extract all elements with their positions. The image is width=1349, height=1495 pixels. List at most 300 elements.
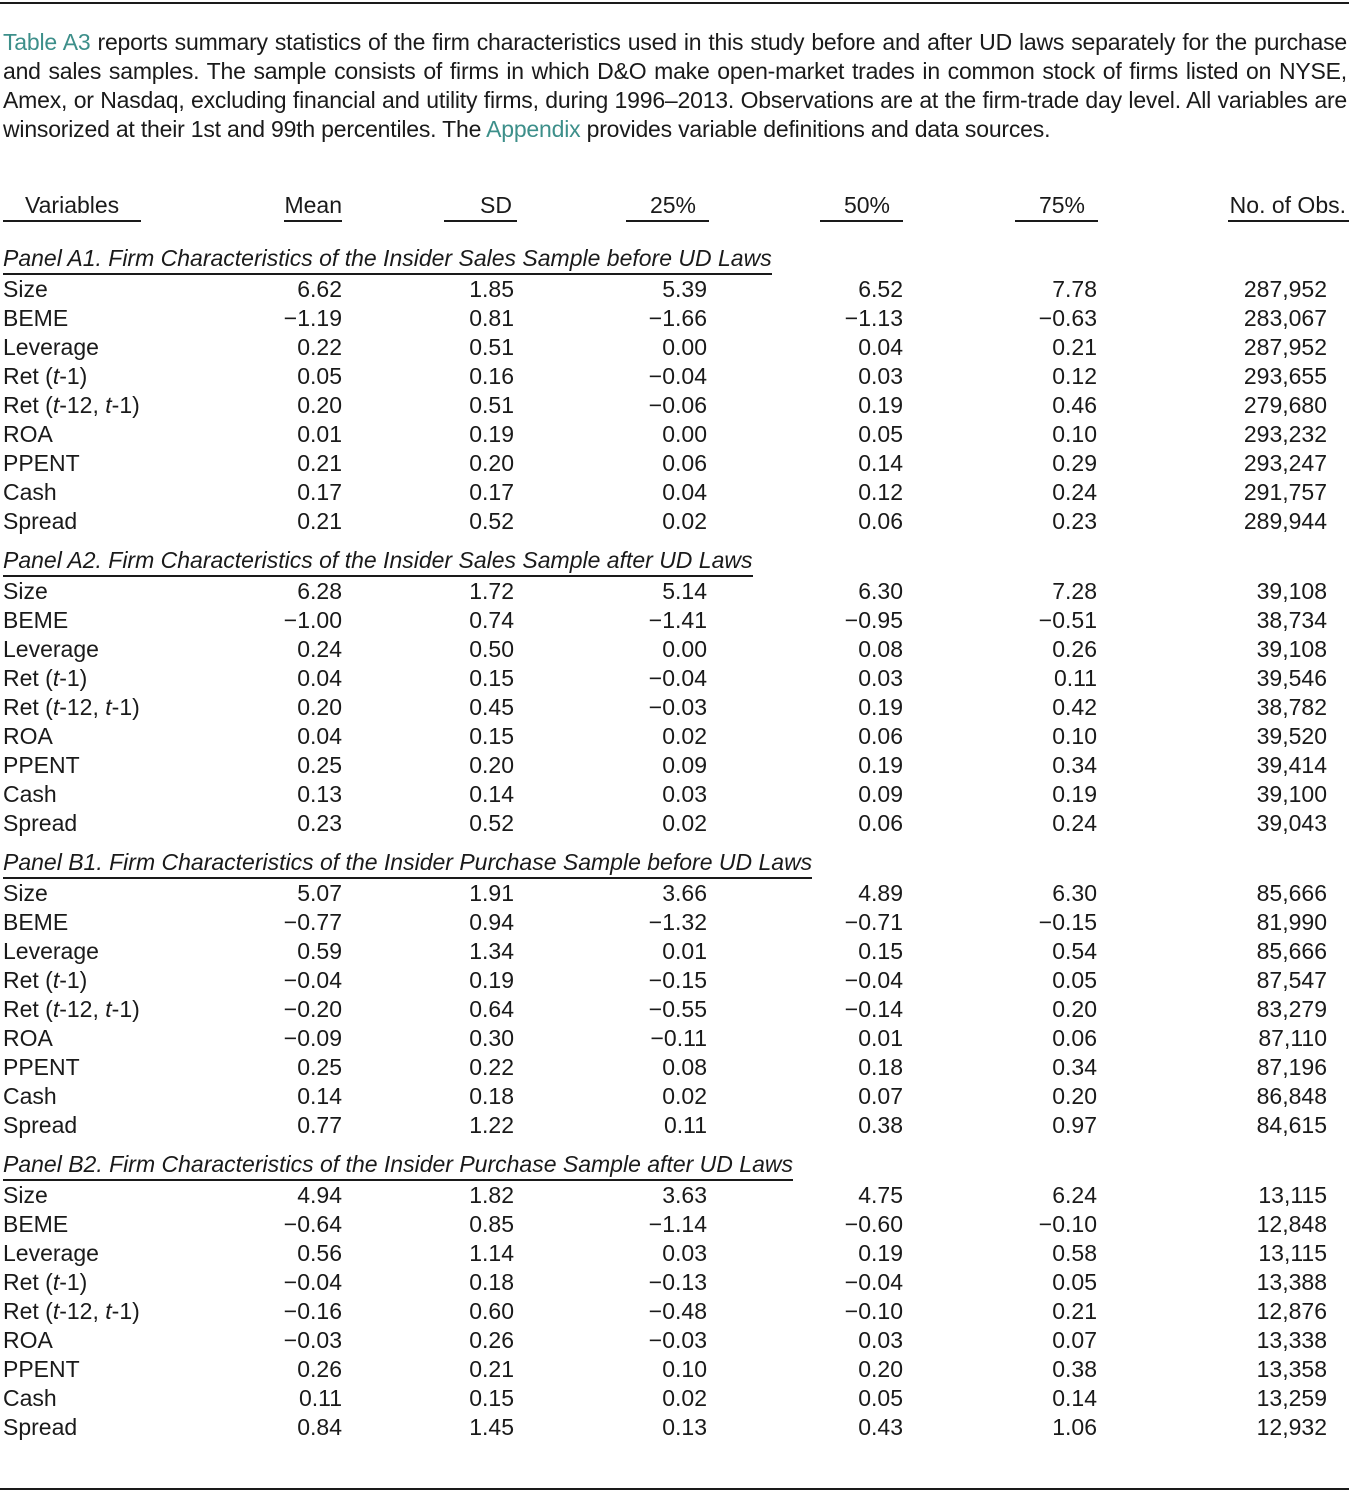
cell-mean: −0.04 [283, 967, 342, 993]
table-row [0, 507, 1349, 536]
cell-mean: 0.17 [297, 479, 342, 505]
cell-sd: 0.60 [469, 1298, 514, 1324]
cell-p50: 0.06 [858, 723, 903, 749]
variable-label: Cash [3, 781, 57, 807]
cell-mean: −0.64 [283, 1211, 342, 1237]
cell-p25: 0.02 [662, 810, 707, 836]
cell-p25: 0.09 [662, 752, 707, 778]
cell-sd: 0.30 [469, 1025, 514, 1051]
table-row [0, 478, 1349, 507]
table-row [0, 1355, 1349, 1384]
variable-label: Ret (t-1) [3, 363, 88, 389]
cell-p75: −0.15 [1038, 909, 1097, 935]
cell-obs: 39,108 [1256, 578, 1327, 604]
cell-p75: 0.20 [1052, 1083, 1097, 1109]
cell-mean: 0.21 [297, 450, 342, 476]
variable-label: PPENT [3, 1356, 80, 1382]
table-row [0, 751, 1349, 780]
table-row [0, 304, 1349, 333]
cell-p50: −0.14 [844, 996, 903, 1022]
caption-text-1: reports summary statistics of the firm characteristics used in this study before and after UD laws separately for the purchase and sales samples. The sample consists of firms in which D&O make open-market trades in common stock of firms listed on NYSE, Amex, or Nasdaq, excluding financial and utility firms, during 1996–2013. Observations are at the firm-trade day level. All variables are winsorized at their 1st and 99th percentiles. The [3, 29, 1347, 142]
cell-obs: 81,990 [1256, 909, 1327, 935]
variable-label: PPENT [3, 752, 80, 778]
cell-sd: 1.22 [469, 1112, 514, 1138]
cell-mean: 0.84 [297, 1414, 342, 1440]
panel-header-row [0, 1140, 1349, 1181]
cell-sd: 0.18 [469, 1269, 514, 1295]
panel-title: Panel A1. Firm Characteristics of the Insider Sales Sample before UD Laws [3, 244, 772, 275]
cell-p25: 0.10 [662, 1356, 707, 1382]
cell-obs: 38,782 [1256, 694, 1327, 720]
cell-mean: −0.03 [283, 1327, 342, 1353]
table-row [0, 420, 1349, 449]
cell-p50: 4.89 [858, 880, 903, 906]
cell-mean: 0.01 [297, 421, 342, 447]
top-rule [0, 2, 1349, 4]
cell-obs: 39,546 [1256, 665, 1327, 691]
cell-p50: 0.07 [858, 1083, 903, 1109]
cell-p50: −0.04 [844, 1269, 903, 1295]
cell-p50: 0.06 [858, 508, 903, 534]
cell-sd: 0.81 [469, 305, 514, 331]
variable-label: BEME [3, 1211, 69, 1237]
cell-p50: 6.30 [858, 578, 903, 604]
cell-obs: 39,108 [1256, 636, 1327, 662]
cell-mean: 0.05 [297, 363, 342, 389]
variable-label: Spread [3, 1112, 78, 1138]
cell-p75: 0.14 [1052, 1385, 1097, 1411]
cell-p25: 3.66 [662, 880, 707, 906]
cell-sd: 0.21 [469, 1356, 514, 1382]
cell-mean: 0.77 [297, 1112, 342, 1138]
cell-p50: 0.38 [858, 1112, 903, 1138]
variable-label: PPENT [3, 450, 80, 476]
cell-sd: 1.45 [469, 1414, 514, 1440]
table-body [0, 244, 1349, 1442]
cell-p50: 0.19 [858, 752, 903, 778]
cell-p25: −1.32 [648, 909, 707, 935]
cell-obs: 12,876 [1256, 1298, 1327, 1324]
cell-mean: −0.09 [283, 1025, 342, 1051]
cell-sd: 0.20 [469, 450, 514, 476]
variable-label: BEME [3, 305, 69, 331]
cell-obs: 38,734 [1256, 607, 1327, 633]
cell-p50: 0.03 [858, 1327, 903, 1353]
variable-label: Ret (t-12, t-1) [3, 392, 140, 418]
cell-p50: −0.71 [844, 909, 903, 935]
panel-title: Panel A2. Firm Characteristics of the Insider Sales Sample after UD Laws [3, 546, 753, 577]
variable-label: Ret (t-1) [3, 1269, 88, 1295]
cell-p50: 0.01 [858, 1025, 903, 1051]
cell-p25: 5.14 [662, 578, 707, 604]
cell-p25: −0.11 [650, 1025, 707, 1051]
caption-text-2: provides variable definitions and data sources. [580, 116, 1051, 142]
cell-p25: 0.00 [662, 334, 707, 360]
variable-label: BEME [3, 909, 69, 935]
cell-obs: 283,067 [1243, 305, 1327, 331]
table-row [0, 809, 1349, 838]
table-row [0, 606, 1349, 635]
cell-obs: 39,414 [1256, 752, 1327, 778]
cell-sd: 0.64 [469, 996, 514, 1022]
cell-p75: 0.11 [1053, 665, 1097, 691]
cell-mean: 0.04 [297, 723, 342, 749]
cell-obs: 13,115 [1258, 1182, 1327, 1208]
cell-obs: 291,757 [1243, 479, 1327, 505]
table-row [0, 1239, 1349, 1268]
panel-title: Panel B2. Firm Characteristics of the Insider Purchase Sample after UD Laws [3, 1150, 793, 1181]
variable-label: Spread [3, 810, 78, 836]
cell-sd: 0.51 [469, 392, 514, 418]
cell-p50: −1.13 [844, 305, 903, 331]
cell-sd: 0.15 [469, 665, 514, 691]
cell-sd: 1.85 [469, 276, 514, 302]
table-row [0, 577, 1349, 606]
cell-p75: 0.42 [1052, 694, 1097, 720]
cell-mean: −0.20 [283, 996, 342, 1022]
cell-p25: 3.63 [662, 1182, 707, 1208]
cell-p50: 0.19 [858, 392, 903, 418]
cell-p75: 0.29 [1052, 450, 1097, 476]
cell-p50: −0.95 [844, 607, 903, 633]
cell-obs: 87,196 [1256, 1054, 1327, 1080]
table-row [0, 966, 1349, 995]
cell-p50: 0.18 [858, 1054, 903, 1080]
cell-p25: 0.00 [662, 421, 707, 447]
table-row [0, 1053, 1349, 1082]
cell-p25: 0.03 [662, 1240, 707, 1266]
column-header-p50: 50% [709, 186, 903, 244]
cell-obs: 12,848 [1256, 1211, 1327, 1237]
cell-p75: 6.24 [1052, 1182, 1097, 1208]
variable-label: Size [3, 578, 48, 604]
variable-label: ROA [3, 1025, 53, 1051]
cell-mean: −1.19 [283, 305, 342, 331]
cell-obs: 12,932 [1256, 1414, 1327, 1440]
cell-p25: −0.13 [648, 1269, 707, 1295]
cell-p25: 0.02 [662, 1385, 707, 1411]
cell-sd: 0.85 [469, 1211, 514, 1237]
variable-label: Ret (t-12, t-1) [3, 694, 140, 720]
cell-mean: 6.62 [297, 276, 342, 302]
cell-p75: 0.24 [1052, 810, 1097, 836]
panel-header-row [0, 838, 1349, 879]
cell-mean: 4.94 [297, 1182, 342, 1208]
table-row [0, 1210, 1349, 1239]
cell-obs: 13,388 [1256, 1269, 1327, 1295]
table-row [0, 908, 1349, 937]
variable-label: Cash [3, 1083, 57, 1109]
cell-obs: 287,952 [1243, 276, 1327, 302]
cell-obs: 39,043 [1256, 810, 1327, 836]
cell-p50: 0.08 [858, 636, 903, 662]
cell-p50: 0.20 [858, 1356, 903, 1382]
variable-label: Leverage [3, 1240, 99, 1266]
table-row [0, 391, 1349, 420]
variable-label: Cash [3, 479, 57, 505]
variable-label: Leverage [3, 636, 99, 662]
cell-p75: 0.26 [1052, 636, 1097, 662]
table-row [0, 1082, 1349, 1111]
cell-p75: 0.10 [1052, 421, 1097, 447]
cell-mean: 5.07 [297, 880, 342, 906]
variable-label: Size [3, 276, 48, 302]
cell-mean: 0.20 [297, 392, 342, 418]
cell-p50: 0.19 [858, 694, 903, 720]
cell-mean: 0.59 [297, 938, 342, 964]
cell-sd: 0.50 [469, 636, 514, 662]
variable-label: Ret (t-12, t-1) [3, 1298, 140, 1324]
cell-p50: 0.05 [858, 1385, 903, 1411]
cell-mean: −0.16 [283, 1298, 342, 1324]
variable-label: Size [3, 880, 48, 906]
table-row [0, 1111, 1349, 1140]
cell-p50: 0.19 [858, 1240, 903, 1266]
column-header-p75: 75% [903, 186, 1098, 244]
cell-sd: 1.82 [469, 1182, 514, 1208]
cell-p75: 6.30 [1052, 880, 1097, 906]
cell-obs: 293,655 [1243, 363, 1327, 389]
cell-p25: −0.06 [648, 392, 707, 418]
cell-p75: 0.58 [1052, 1240, 1097, 1266]
table-row [0, 879, 1349, 908]
cell-p75: −0.10 [1038, 1211, 1097, 1237]
cell-obs: 13,115 [1258, 1240, 1327, 1266]
cell-p50: 0.05 [858, 421, 903, 447]
table-row [0, 1384, 1349, 1413]
cell-p50: −0.04 [844, 967, 903, 993]
cell-sd: 0.18 [469, 1083, 514, 1109]
cell-mean: 6.28 [297, 578, 342, 604]
cell-p75: 0.10 [1052, 723, 1097, 749]
table-row [0, 722, 1349, 751]
cell-p75: 0.24 [1052, 479, 1097, 505]
cell-sd: 0.14 [469, 781, 514, 807]
cell-obs: 39,100 [1256, 781, 1327, 807]
cell-p75: 0.20 [1052, 996, 1097, 1022]
cell-p25: 0.03 [662, 781, 707, 807]
cell-obs: 289,944 [1243, 508, 1327, 534]
cell-obs: 87,110 [1258, 1025, 1327, 1051]
cell-obs: 86,848 [1256, 1083, 1327, 1109]
cell-p75: 0.19 [1052, 781, 1097, 807]
cell-p50: 0.09 [858, 781, 903, 807]
variable-label: Leverage [3, 334, 99, 360]
column-header-variables: Variables [0, 186, 230, 244]
cell-p75: 0.12 [1052, 363, 1097, 389]
cell-sd: 1.34 [469, 938, 514, 964]
panel-header-row [0, 536, 1349, 577]
cell-p25: 0.02 [662, 1083, 707, 1109]
cell-mean: −0.77 [283, 909, 342, 935]
table-row [0, 1326, 1349, 1355]
cell-mean: 0.13 [297, 781, 342, 807]
cell-sd: 0.15 [469, 1385, 514, 1411]
cell-obs: 85,666 [1256, 938, 1327, 964]
cell-mean: −0.04 [283, 1269, 342, 1295]
cell-mean: 0.56 [297, 1240, 342, 1266]
cell-mean: 0.20 [297, 694, 342, 720]
table-row [0, 995, 1349, 1024]
cell-p25: −1.66 [648, 305, 707, 331]
cell-obs: 84,615 [1256, 1112, 1327, 1138]
appendix-link[interactable]: Appendix [486, 116, 581, 142]
table-row [0, 1413, 1349, 1442]
cell-p50: 0.04 [858, 334, 903, 360]
variable-label: ROA [3, 723, 53, 749]
table-row [0, 1024, 1349, 1053]
cell-p75: 7.78 [1052, 276, 1097, 302]
cell-p75: −0.51 [1038, 607, 1097, 633]
cell-sd: 1.14 [469, 1240, 514, 1266]
cell-obs: 85,666 [1256, 880, 1327, 906]
cell-p25: 0.02 [662, 723, 707, 749]
cell-mean: 0.24 [297, 636, 342, 662]
cell-sd: 0.20 [469, 752, 514, 778]
cell-p50: 0.15 [858, 938, 903, 964]
table-row [0, 1181, 1349, 1210]
panel-title: Panel B1. Firm Characteristics of the Insider Purchase Sample before UD Laws [3, 848, 812, 879]
cell-p75: 7.28 [1052, 578, 1097, 604]
cell-obs: 13,358 [1256, 1356, 1327, 1382]
table-caption [3, 28, 1347, 144]
cell-sd: 0.16 [469, 363, 514, 389]
column-header-obs: No. of Obs. [1098, 186, 1349, 244]
variable-label: ROA [3, 1327, 53, 1353]
table-row [0, 780, 1349, 809]
cell-obs: 293,247 [1243, 450, 1327, 476]
cell-sd: 0.15 [469, 723, 514, 749]
variable-label: Ret (t-1) [3, 665, 88, 691]
cell-mean: 0.25 [297, 752, 342, 778]
table-row [0, 664, 1349, 693]
cell-sd: 0.74 [469, 607, 514, 633]
cell-p50: 0.43 [858, 1414, 903, 1440]
variable-label: Spread [3, 1414, 78, 1440]
table-row [0, 449, 1349, 478]
cell-p50: 0.03 [858, 363, 903, 389]
cell-p25: 0.02 [662, 508, 707, 534]
table-row [0, 362, 1349, 391]
cell-mean: 0.25 [297, 1054, 342, 1080]
cell-p75: 0.21 [1052, 1298, 1097, 1324]
cell-p25: 0.04 [662, 479, 707, 505]
table-row [0, 333, 1349, 362]
cell-mean: 0.21 [297, 508, 342, 534]
cell-obs: 13,259 [1256, 1385, 1327, 1411]
cell-p75: 0.34 [1052, 752, 1097, 778]
table-header [0, 186, 1349, 244]
cell-p25: −0.03 [648, 1327, 707, 1353]
panel-header-row [0, 244, 1349, 275]
cell-sd: 0.19 [469, 967, 514, 993]
summary-statistics-table [0, 186, 1349, 1442]
cell-sd: 1.91 [469, 880, 514, 906]
cell-sd: 0.26 [469, 1327, 514, 1353]
cell-obs: 287,952 [1243, 334, 1327, 360]
cell-p75: 0.97 [1052, 1112, 1097, 1138]
cell-p75: 0.46 [1052, 392, 1097, 418]
cell-p25: 0.01 [662, 938, 707, 964]
cell-p75: 0.54 [1052, 938, 1097, 964]
cell-p50: −0.10 [844, 1298, 903, 1324]
table-row [0, 1297, 1349, 1326]
cell-p25: −1.14 [648, 1211, 707, 1237]
table-row [0, 635, 1349, 664]
column-header-sd: SD [342, 186, 517, 244]
cell-obs: 293,232 [1243, 421, 1327, 447]
cell-sd: 0.51 [469, 334, 514, 360]
cell-p50: 0.06 [858, 810, 903, 836]
variable-label: Ret (t-12, t-1) [3, 996, 140, 1022]
variable-label: ROA [3, 421, 53, 447]
column-header-mean: Mean [230, 186, 342, 244]
cell-sd: 0.52 [469, 508, 514, 534]
cell-mean: 0.26 [297, 1356, 342, 1382]
cell-sd: 0.22 [469, 1054, 514, 1080]
cell-p25: 0.00 [662, 636, 707, 662]
cell-p25: −0.04 [648, 363, 707, 389]
variable-label: Spread [3, 508, 78, 534]
cell-obs: 39,520 [1256, 723, 1327, 749]
column-header-p25: 25% [517, 186, 709, 244]
cell-p25: −1.41 [648, 607, 707, 633]
cell-obs: 87,547 [1256, 967, 1327, 993]
variable-label: Cash [3, 1385, 57, 1411]
cell-obs: 279,680 [1243, 392, 1327, 418]
cell-p75: 0.06 [1052, 1025, 1097, 1051]
table-row [0, 1268, 1349, 1297]
cell-sd: 0.19 [469, 421, 514, 447]
bottom-rule [0, 1488, 1349, 1490]
cell-p75: 0.34 [1052, 1054, 1097, 1080]
cell-p75: 0.38 [1052, 1356, 1097, 1382]
table-row [0, 693, 1349, 722]
cell-mean: 0.23 [297, 810, 342, 836]
cell-p25: 0.13 [662, 1414, 707, 1440]
cell-sd: 0.94 [469, 909, 514, 935]
cell-p25: −0.03 [648, 694, 707, 720]
variable-label: Leverage [3, 938, 99, 964]
cell-sd: 1.72 [469, 578, 514, 604]
cell-p50: 4.75 [858, 1182, 903, 1208]
variable-label: Ret (t-1) [3, 967, 88, 993]
cell-p25: −0.15 [648, 967, 707, 993]
cell-p25: 5.39 [662, 276, 707, 302]
cell-mean: 0.11 [298, 1385, 342, 1411]
cell-mean: 0.22 [297, 334, 342, 360]
cell-mean: 0.04 [297, 665, 342, 691]
cell-p50: 6.52 [858, 276, 903, 302]
cell-obs: 83,279 [1256, 996, 1327, 1022]
cell-p75: 0.05 [1052, 967, 1097, 993]
cell-obs: 13,338 [1256, 1327, 1327, 1353]
table-row [0, 937, 1349, 966]
cell-p75: −0.63 [1038, 305, 1097, 331]
cell-mean: −1.00 [283, 607, 342, 633]
cell-p25: 0.11 [663, 1112, 707, 1138]
cell-sd: 0.52 [469, 810, 514, 836]
variable-label: Size [3, 1182, 48, 1208]
cell-p50: 0.12 [858, 479, 903, 505]
cell-p75: 0.05 [1052, 1269, 1097, 1295]
cell-p50: 0.03 [858, 665, 903, 691]
table-reference-link[interactable]: Table A3 [3, 29, 91, 55]
variable-label: PPENT [3, 1054, 80, 1080]
cell-p25: −0.48 [648, 1298, 707, 1324]
cell-mean: 0.14 [297, 1083, 342, 1109]
cell-p75: 0.23 [1052, 508, 1097, 534]
